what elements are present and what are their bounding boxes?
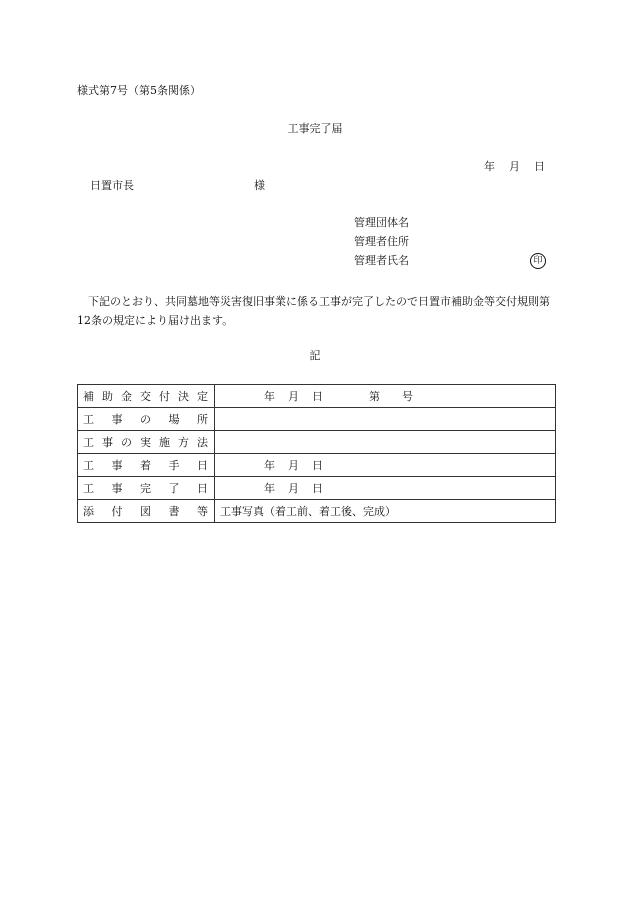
- document-title: 工事完了届: [287, 122, 343, 135]
- row-label: 工事の実施方法: [78, 431, 215, 454]
- day-mark: 日: [312, 482, 323, 495]
- table-row: [78, 431, 556, 454]
- date-year: 年: [484, 160, 495, 173]
- year-mark: 年: [264, 390, 275, 403]
- form-number: 様式第7号（第5条関係）: [77, 84, 201, 97]
- number-suffix: 号: [402, 390, 413, 403]
- row-value: [215, 385, 556, 408]
- date-month: 月: [509, 160, 520, 173]
- addressee-suffix: 様: [254, 179, 265, 192]
- day-mark: 日: [312, 459, 323, 472]
- row-value: 工事写真（着工前、着工後、完成）: [215, 500, 556, 523]
- year-mark: 年: [264, 459, 275, 472]
- table-row: [78, 500, 556, 523]
- addressee-name: 日置市長: [90, 179, 134, 192]
- number-prefix: 第: [369, 390, 380, 403]
- applicant-name-label: 管理者氏名: [354, 254, 409, 267]
- table-row: [78, 408, 556, 431]
- applicant-block: [354, 216, 409, 273]
- row-label: 添付図書等: [78, 500, 215, 523]
- row-label: 工事着手日: [78, 454, 215, 477]
- date-day: 日: [534, 160, 545, 173]
- day-mark: 日: [312, 390, 323, 403]
- row-label: 工事の場所: [78, 408, 215, 431]
- row-value: [215, 454, 556, 477]
- body-text: 下記のとおり、共同墓地等災害復旧事業に係る工事が完了したので日置市補助金等交付規則第12条の規定により届け出ます。: [77, 295, 550, 327]
- detail-table: [77, 384, 556, 523]
- month-mark: 月: [288, 459, 299, 472]
- year-mark: 年: [264, 482, 275, 495]
- ki-heading: 記: [309, 349, 321, 362]
- row-label: 工事完了日: [78, 477, 215, 500]
- row-value: [215, 408, 556, 431]
- table-row: [78, 477, 556, 500]
- row-value: [215, 431, 556, 454]
- seal-mark: 印: [530, 253, 546, 269]
- month-mark: 月: [288, 482, 299, 495]
- applicant-address-label: 管理者住所: [354, 235, 409, 248]
- date-line: [484, 160, 545, 174]
- row-label: 補助金交付決定: [78, 385, 215, 408]
- month-mark: 月: [288, 390, 299, 403]
- table-row: [78, 454, 556, 477]
- row-value: [215, 477, 556, 500]
- applicant-org-label: 管理団体名: [354, 216, 409, 229]
- table-row: [78, 385, 556, 408]
